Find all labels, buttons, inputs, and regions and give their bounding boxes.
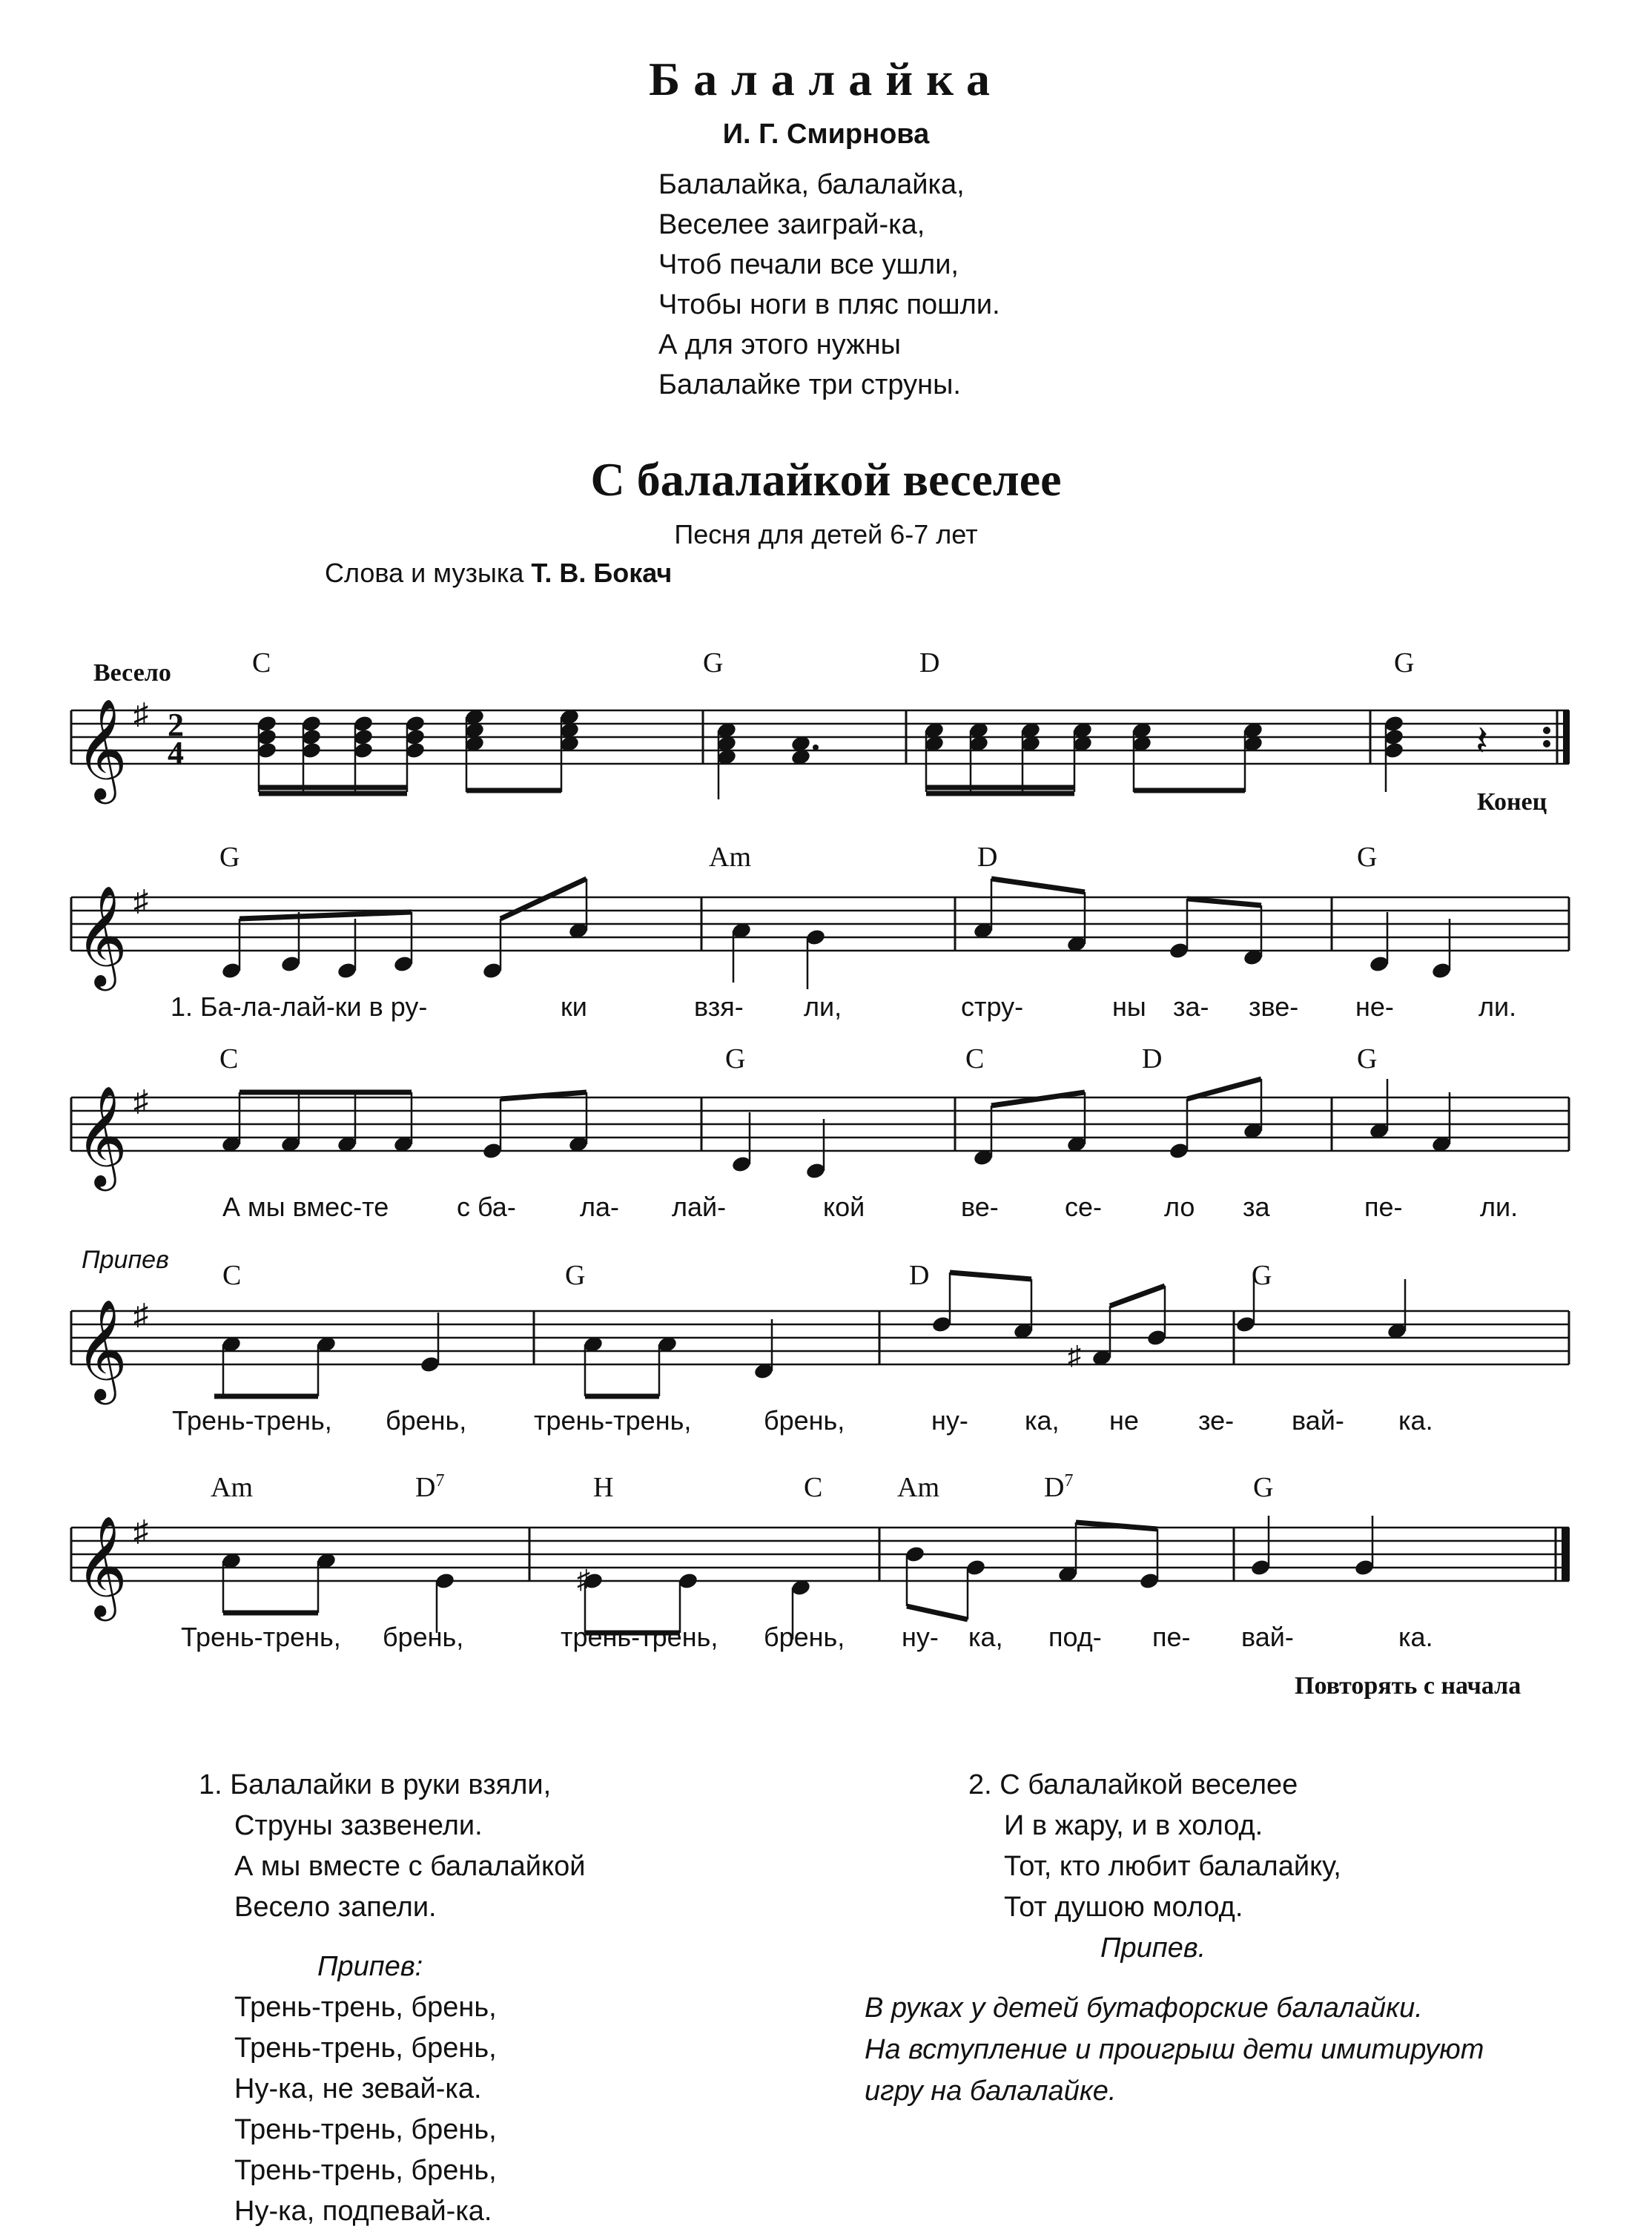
chord-symbol: D: [977, 842, 998, 873]
chord-symbol: G: [1357, 1043, 1378, 1074]
treble-clef-icon: 𝄞: [76, 1301, 128, 1399]
lyric-syllable: ло: [1164, 1192, 1195, 1222]
credit-author: Т. В. Бокач: [531, 558, 673, 588]
chord-symbol: G: [219, 842, 240, 873]
final-barline: [1562, 1528, 1570, 1581]
lyric-syllable: лай-: [672, 1192, 727, 1222]
treble-clef-icon: 𝄞: [76, 701, 128, 798]
note-line: На вступление и проигрыш дети имитируют: [865, 2034, 1484, 2065]
lyric-syllable: кой: [823, 1192, 865, 1222]
performance-note: [865, 1987, 1562, 2112]
chord-symbol: D: [919, 647, 940, 678]
refrain-line: Трень-трень, брень,: [234, 2114, 497, 2145]
lyric-syllable: не: [1109, 1405, 1139, 1436]
key-sharp-icon: ♯: [133, 1084, 148, 1117]
chord-symbol: Am: [897, 1472, 939, 1503]
repeat-dot: [1543, 740, 1550, 747]
repeat-mark: Повторять с начала: [1295, 1672, 1522, 1700]
verse-2: [968, 1765, 1341, 1928]
treble-clef-icon: 𝄞: [76, 1518, 128, 1615]
chord-symbol: G: [1252, 1260, 1272, 1291]
refrain-line: Трень-трень, брень,: [234, 2155, 497, 2186]
dot: [813, 744, 819, 750]
lyric-syllable: ли.: [1480, 1192, 1519, 1222]
refrain-label-score: Припев: [82, 1246, 169, 1274]
time-signature-bottom: 4: [168, 735, 184, 771]
end-mark: Конец: [1477, 788, 1547, 816]
chord-symbol: C: [222, 1260, 242, 1291]
beam: [907, 1606, 968, 1619]
lyric-syllable: трень-трень,: [561, 1622, 718, 1652]
lyric-syllable: за: [1243, 1192, 1270, 1222]
lyric-syllable: ли.: [1478, 991, 1517, 1022]
poem-line: Балалайке три струны.: [658, 369, 961, 400]
chord-symbol: G: [1253, 1472, 1274, 1503]
chord-symbol: C: [252, 647, 271, 678]
refrain-line: Ну-ка, подпевай-ка.: [234, 2196, 492, 2227]
verse-line: Тот душою молод.: [1004, 1892, 1243, 1923]
refrain-label: Припев:: [317, 1951, 423, 1982]
chord-symbol: H: [593, 1472, 614, 1503]
lyric-syllable: с ба-: [457, 1192, 516, 1222]
treble-clef-icon: 𝄞: [76, 1088, 128, 1185]
beam: [1187, 899, 1261, 905]
lyric-syllable: ла-: [580, 1192, 620, 1222]
lyric-syllable: пе-: [1364, 1192, 1403, 1222]
song-subtitle: Песня для детей 6-7 лет: [674, 519, 978, 549]
lyric-syllable: ка.: [1398, 1405, 1433, 1436]
refrain-line: Ну-ка, не зевай-ка.: [234, 2073, 482, 2104]
sharp-icon: ♯: [1068, 1341, 1081, 1370]
sharp-icon: ♯: [577, 1565, 590, 1594]
poem-line: Балалайка, балалайка,: [658, 169, 965, 200]
lyric-syllable: ну-: [931, 1405, 968, 1436]
verse-line: И в жару, и в холод.: [1004, 1810, 1263, 1841]
lyric-syllable: брень,: [764, 1405, 845, 1436]
chord-symbol: $D^7$: [1044, 1471, 1074, 1503]
chord-symbol: G: [703, 647, 724, 678]
key-sharp-icon: ♯: [133, 1514, 148, 1548]
chord-symbol: C: [965, 1043, 985, 1074]
lyric-syllable: ка,: [1025, 1405, 1060, 1436]
lyric-syllable: ка,: [968, 1622, 1003, 1652]
chord-symbol: G: [1357, 842, 1378, 873]
chord-symbol: D: [909, 1260, 930, 1291]
poem-line: Чтобы ноги в пляс пошли.: [658, 289, 1000, 320]
lyric-syllable: 1. Ба-ла-лай-ки в ру-: [171, 991, 428, 1022]
lyric-syllable: под-: [1048, 1622, 1102, 1652]
verse-line: Струны зазвенели.: [234, 1810, 483, 1841]
poem-line: Веселее заиграй-ка,: [658, 209, 925, 240]
lyric-syllable: стру-: [961, 991, 1024, 1022]
repeat-dot: [1543, 727, 1550, 734]
poem-title: Балалайка: [648, 53, 1004, 105]
poem-line: Чтоб печали все ушли,: [658, 249, 959, 280]
lyric-syllable: зе-: [1198, 1405, 1235, 1436]
lyric-syllable: А мы вмес-те: [222, 1192, 389, 1222]
song-title: С балалайкой веселее: [590, 453, 1062, 506]
chord-symbol: G: [565, 1260, 586, 1291]
beam: [950, 1272, 1031, 1279]
time-signature-top: 2: [168, 707, 184, 743]
beam: [1110, 1286, 1165, 1306]
verse-1: [199, 1765, 585, 1928]
lyric-syllable: за-: [1173, 991, 1209, 1022]
chord-symbol: Am: [709, 842, 751, 873]
tempo-marking: Весело: [93, 659, 171, 687]
lyric-syllable: Трень-трень,: [172, 1405, 332, 1436]
credit-prefix: Слова и музыка: [325, 558, 524, 588]
note-line: игру на балалайке.: [865, 2076, 1117, 2107]
chord-symbol: G: [725, 1043, 746, 1074]
lyric-syllable: ны: [1112, 991, 1146, 1022]
key-sharp-icon: ♯: [133, 1298, 148, 1331]
lyric-syllable: се-: [1065, 1192, 1103, 1222]
beam: [991, 1092, 1085, 1106]
lyric-syllable: ка.: [1398, 1622, 1433, 1652]
verse-line: 2. С балалайкой веселее: [968, 1769, 1298, 1800]
lyric-syllable: Трень-трень,: [181, 1622, 341, 1652]
chord-symbol: Am: [211, 1472, 253, 1503]
beam: [991, 879, 1085, 892]
beam: [500, 879, 587, 919]
key-sharp-icon: ♯: [133, 697, 148, 730]
lyric-syllable: трень-трень,: [534, 1405, 692, 1436]
lyric-syllable: ве-: [961, 1192, 999, 1222]
lyric-syllable: вай-: [1241, 1622, 1294, 1652]
refrain-line: Трень-трень, брень,: [234, 2033, 497, 2064]
poem-line: А для этого нужны: [658, 329, 901, 360]
lyric-syllable: брень,: [383, 1622, 464, 1652]
note-line: В руках у детей бутафорские балалайки.: [865, 1992, 1423, 2024]
lyric-syllable: ки: [561, 991, 587, 1022]
poem-author: И. Г. Смирнова: [722, 119, 930, 150]
key-sharp-icon: ♯: [133, 884, 148, 917]
beam: [1187, 1079, 1261, 1099]
lyric-syllable: вай-: [1292, 1405, 1344, 1436]
lyric-syllable: не-: [1355, 991, 1394, 1022]
lyric-syllable: пе-: [1152, 1622, 1191, 1652]
lyric-syllable: брень,: [386, 1405, 467, 1436]
lyric-syllable: ну-: [902, 1622, 939, 1652]
final-barline: [1563, 710, 1570, 764]
refrain-line: Трень-трень, брень,: [234, 1992, 497, 2023]
chord-symbol: $D^7$: [415, 1471, 445, 1503]
chord-symbol: D: [1142, 1043, 1163, 1074]
verse-line: Тот, кто любит балалайку,: [1004, 1851, 1341, 1882]
lyric-syllable: ли,: [804, 991, 842, 1022]
lyric-syllable: взя-: [694, 991, 744, 1022]
verse-line: А мы вместе с балалайкой: [234, 1851, 586, 1882]
treble-clef-icon: 𝄞: [76, 888, 128, 985]
lyric-syllable: зве-: [1249, 991, 1299, 1022]
chord-symbol: C: [219, 1043, 239, 1074]
rest-icon: 𝄽: [1476, 719, 1489, 765]
lyric-syllable: брень,: [764, 1622, 845, 1652]
verse-line: 1. Балалайки в руки взяли,: [199, 1769, 552, 1800]
chord-symbol: G: [1394, 647, 1415, 678]
verse-line: Весело запели.: [234, 1892, 437, 1923]
verse2-refrain: Припев.: [1100, 1932, 1206, 1964]
beam: [239, 912, 412, 919]
refrain: [234, 1987, 497, 2232]
chord-symbol: C: [804, 1472, 823, 1503]
